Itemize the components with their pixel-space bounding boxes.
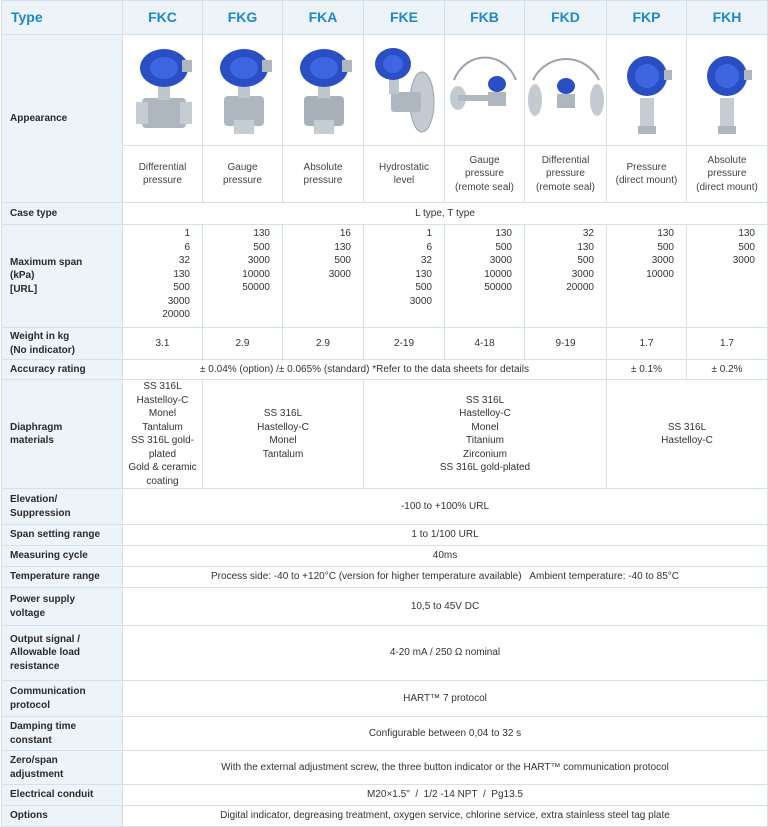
model-header-fkc: FKC <box>123 1 203 35</box>
image-fke <box>364 35 445 146</box>
max-span-label: Maximum span (kPa) [URL] <box>2 225 123 328</box>
accuracy-main: ± 0.04% (option) /± 0.065% (standard) *Refer to the data sheets for details <box>123 360 607 380</box>
type-header: Type <box>2 1 123 35</box>
communication-label: Communication protocol <box>2 681 123 717</box>
image-fkp <box>607 35 687 146</box>
max-span-fkg: 130 500 3000 10000 50000 <box>203 225 283 328</box>
measuring-cycle-value: 40ms <box>123 546 768 567</box>
desc-fkc: Differential pressure <box>123 146 203 203</box>
conduit-label: Electrical conduit <box>2 785 123 806</box>
options-row <box>2 806 768 827</box>
transmitter-image-fkg <box>206 40 280 140</box>
max-span-fke: 1 6 32 130 500 3000 <box>364 225 445 328</box>
weight-fkg: 2.9 <box>203 328 283 360</box>
image-fkg <box>203 35 283 146</box>
max-span-fkp: 130 500 3000 10000 <box>607 225 687 328</box>
accuracy-label: Accuracy rating <box>2 360 123 380</box>
model-header-fkh: FKH <box>687 1 768 35</box>
measuring-cycle-label: Measuring cycle <box>2 546 123 567</box>
options-label: Options <box>2 806 123 827</box>
desc-fke: Hydrostatic level <box>364 146 445 203</box>
weight-fkb: 4-18 <box>445 328 525 360</box>
max-span-fkh: 130 500 3000 <box>687 225 768 328</box>
desc-fkh: Absolute pressure (direct mount) <box>687 146 768 203</box>
model-header-fkg: FKG <box>203 1 283 35</box>
model-header-fkd: FKD <box>525 1 607 35</box>
model-header-fke: FKE <box>364 1 445 35</box>
temperature-row <box>2 567 768 588</box>
appearance-label: Appearance <box>2 35 123 203</box>
diaphragm-label: Diaphragm materials <box>2 380 123 489</box>
transmitter-image-fkd <box>527 40 605 140</box>
conduit-row <box>2 785 768 806</box>
transmitter-image-fkh <box>690 40 764 140</box>
diaphragm-row <box>2 380 768 489</box>
appearance-image-row <box>2 35 768 146</box>
elevation-row <box>2 489 768 525</box>
accuracy-fkh: ± 0.2% <box>687 360 768 380</box>
model-header-fka: FKA <box>283 1 364 35</box>
weight-fka: 2.9 <box>283 328 364 360</box>
image-fkd <box>525 35 607 146</box>
desc-fkp: Pressure (direct mount) <box>607 146 687 203</box>
span-setting-label: Span setting range <box>2 525 123 546</box>
image-fkc <box>123 35 203 146</box>
weight-fkh: 1.7 <box>687 328 768 360</box>
transmitter-image-fkc <box>126 40 200 140</box>
diaphragm-fke-fkd: SS 316L Hastelloy-C Monel Titanium Zirconium SS 316L gold-plated <box>364 380 607 489</box>
communication-row <box>2 681 768 717</box>
weight-fkc: 3.1 <box>123 328 203 360</box>
options-value: Digital indicator, degreasing treatment, oxygen service, chlorine service, extra stainless steel tag plate <box>123 806 768 827</box>
desc-fka: Absolute pressure <box>283 146 364 203</box>
header-row <box>2 1 768 35</box>
conduit-value: M20×1.5" / 1/2 -14 NPT / Pg13.5 <box>123 785 768 806</box>
model-header-fkb: FKB <box>445 1 525 35</box>
power-row <box>2 588 768 626</box>
span-setting-row <box>2 525 768 546</box>
transmitter-image-fka <box>286 40 360 140</box>
damping-value: Configurable between 0,04 to 32 s <box>123 717 768 751</box>
diaphragm-fkp-fkh: SS 316L Hastelloy-C <box>607 380 768 489</box>
max-span-fkb: 130 500 3000 10000 50000 <box>445 225 525 328</box>
max-span-fkd: 32 130 500 3000 20000 <box>525 225 607 328</box>
desc-fkb: Gauge pressure (remote seal) <box>445 146 525 203</box>
weight-label: Weight in kg (No indicator) <box>2 328 123 360</box>
measuring-cycle-row <box>2 546 768 567</box>
weight-fke: 2-19 <box>364 328 445 360</box>
zero-span-label: Zero/span adjustment <box>2 751 123 785</box>
diaphragm-fkc: SS 316L Hastelloy-C Monel Tantalum SS 316L gold-plated Gold & ceramic coating <box>123 380 203 489</box>
elevation-label: Elevation/ Suppression <box>2 489 123 525</box>
communication-value: HART™ 7 protocol <box>123 681 768 717</box>
accuracy-row <box>2 360 768 380</box>
output-row <box>2 626 768 681</box>
transmitter-image-fke <box>367 40 441 140</box>
max-span-fkc: 1 6 32 130 500 3000 20000 <box>123 225 203 328</box>
damping-label: Damping time constant <box>2 717 123 751</box>
damping-row <box>2 717 768 751</box>
desc-fkg: Gauge pressure <box>203 146 283 203</box>
zero-span-value: With the external adjustment screw, the three button indicator or the HART™ communication protocol <box>123 751 768 785</box>
temperature-label: Temperature range <box>2 567 123 588</box>
power-label: Power supply voltage <box>2 588 123 626</box>
output-value: 4-20 mA / 250 Ω nominal <box>123 626 768 681</box>
power-value: 10,5 to 45V DC <box>123 588 768 626</box>
case-type-value: L type, T type <box>123 203 768 225</box>
weight-fkd: 9-19 <box>525 328 607 360</box>
model-header-fkp: FKP <box>607 1 687 35</box>
output-label: Output signal / Allowable load resistance <box>2 626 123 681</box>
desc-fkd: Differential pressure (remote seal) <box>525 146 607 203</box>
transmitter-image-fkp <box>610 40 684 140</box>
temperature-value: Process side: -40 to +120°C (version for higher temperature available) Ambient temperature: -40 to 85°C <box>123 567 768 588</box>
zero-span-row <box>2 751 768 785</box>
span-setting-value: 1 to 1/100 URL <box>123 525 768 546</box>
image-fka <box>283 35 364 146</box>
diaphragm-fkg-fka: SS 316L Hastelloy-C Monel Tantalum <box>203 380 364 489</box>
max-span-row <box>2 225 768 328</box>
weight-row <box>2 328 768 360</box>
elevation-value: -100 to +100% URL <box>123 489 768 525</box>
transmitter-image-fkb <box>446 40 524 140</box>
spec-table <box>1 0 768 827</box>
weight-fkp: 1.7 <box>607 328 687 360</box>
image-fkb <box>445 35 525 146</box>
case-type-label: Case type <box>2 203 123 225</box>
image-fkh <box>687 35 768 146</box>
max-span-fka: 16 130 500 3000 <box>283 225 364 328</box>
accuracy-fkp: ± 0.1% <box>607 360 687 380</box>
case-type-row <box>2 203 768 225</box>
